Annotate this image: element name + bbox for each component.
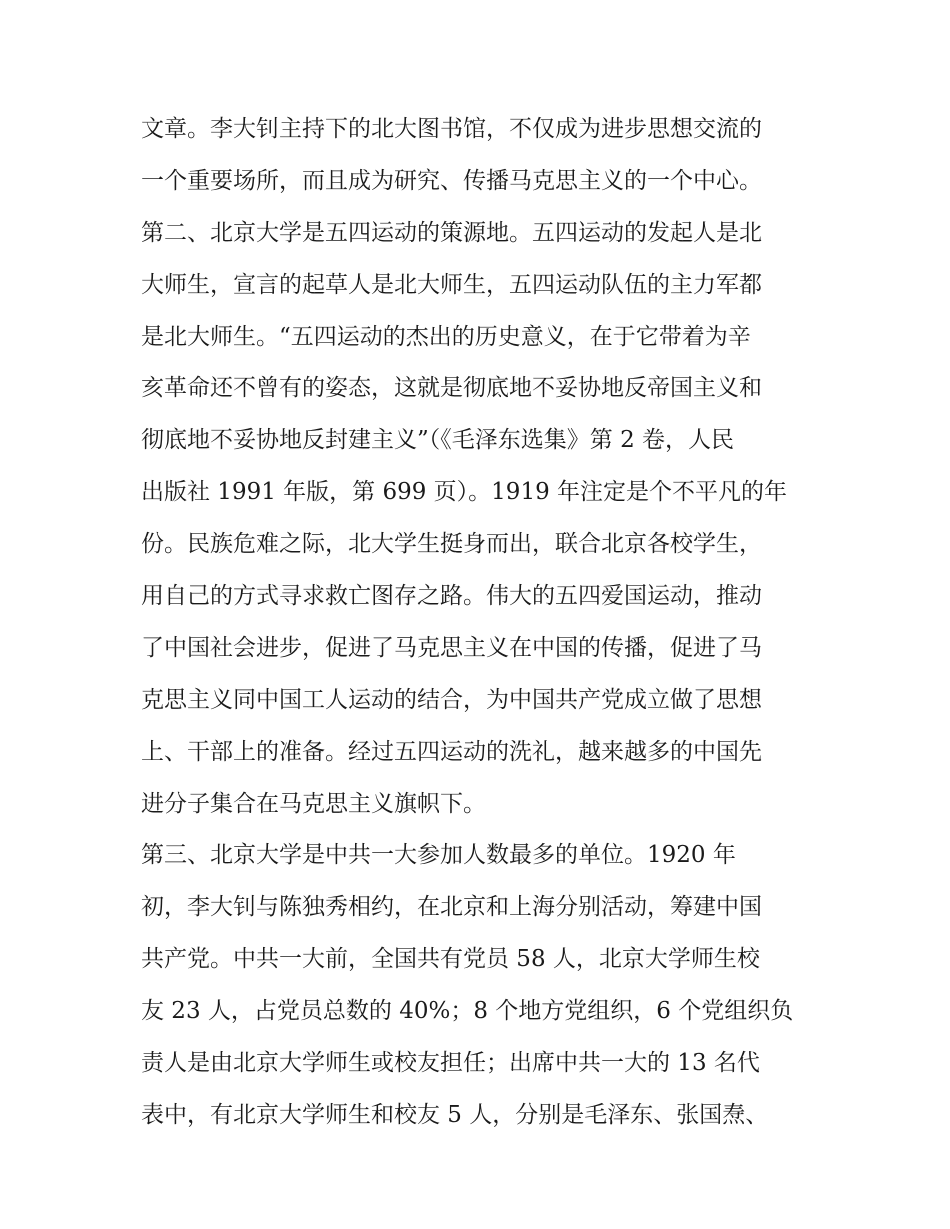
text-line-19: 责人是由北京大学师生或校友担任；出席中共一大的 13 名代 — [141, 1050, 760, 1077]
text-line-5: 是北大师生。“五四运动的杰出的历史意义，在于它带着为辛 — [141, 323, 751, 350]
text-line-17: 共产党。中共一大前，全国共有党员 58 人，北京大学师生校 — [141, 946, 760, 973]
text-line-10: 用自己的方式寻求救亡图存之路。伟大的五四爱国运动，推动 — [141, 583, 762, 610]
text-line-15: 第三、北京大学是中共一大参加人数最多的单位。1920 年 — [141, 842, 736, 869]
text-line-8: 出版社 1991 年版，第 699 页）。1919 年注定是个不平凡的年 — [141, 479, 788, 506]
text-line-9: 份。民族危难之际，北大学生挺身而出，联合北京各校学生， — [141, 531, 762, 558]
text-line-4: 大师生，宣言的起草人是北大师生，五四运动队伍的主力军都 — [141, 271, 762, 298]
text-line-18: 友 23 人，占党员总数的 40%；8 个地方党组织，6 个党组织负 — [141, 998, 794, 1025]
text-line-20: 表中，有北京大学师生和校友 5 人，分别是毛泽东、张国焘、 — [141, 1101, 769, 1128]
text-line-14: 进分子集合在马克思主义旗帜下。 — [141, 790, 486, 817]
text-line-13: 上、干部上的准备。经过五四运动的洗礼，越来越多的中国先 — [141, 738, 762, 765]
body-text — [141, 104, 821, 1142]
text-line-11: 了中国社会进步，促进了马克思主义在中国的传播，促进了马 — [141, 634, 762, 661]
text-line-7: 彻底地不妥协地反封建主义”（《毛泽东选集》第 2 卷，人民 — [141, 427, 735, 454]
text-line-2: 一个重要场所，而且成为研究、传播马克思主义的一个中心。 — [141, 167, 762, 194]
text-line-16: 初，李大钊与陈独秀相约，在北京和上海分别活动，筹建中国 — [141, 894, 762, 921]
text-line-3: 第二、北京大学是五四运动的策源地。五四运动的发起人是北 — [141, 219, 762, 246]
text-line-12: 克思主义同中国工人运动的结合，为中国共产党成立做了思想 — [141, 686, 762, 713]
text-line-6: 亥革命还不曾有的姿态，这就是彻底地不妥协地反帝国主义和 — [141, 375, 762, 402]
text-line-1: 文章。李大钊主持下的北大图书馆，不仅成为进步思想交流的 — [141, 116, 762, 142]
